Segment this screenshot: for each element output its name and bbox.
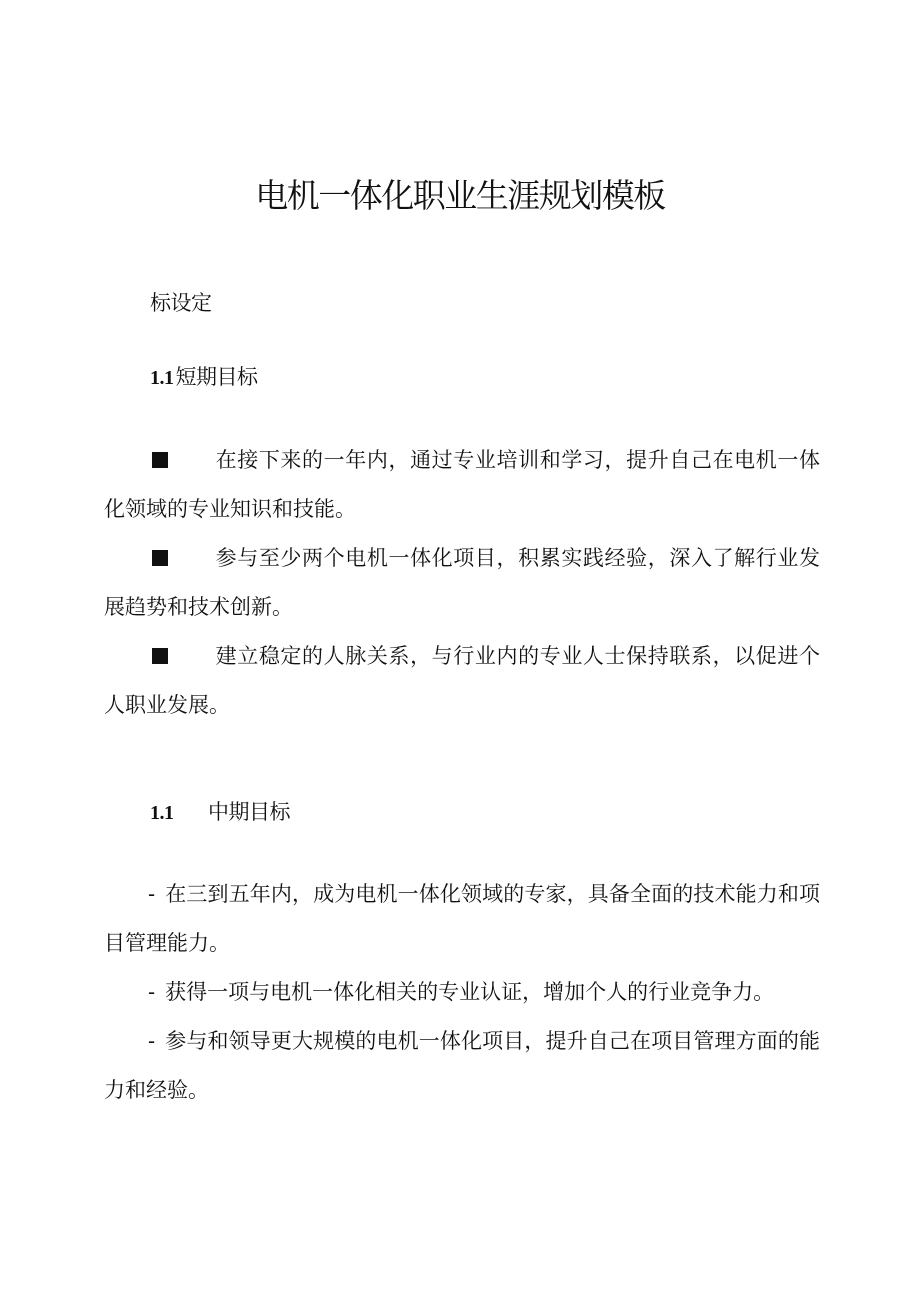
short-term-item (104, 436, 820, 534)
dash-bullet: - (148, 1029, 156, 1053)
mid-term-item-text: 在三到五年内，成为电机一体化领域的专家，具备全面的技术能力和项目管理能力。 (104, 882, 820, 955)
mid-term-item (104, 968, 820, 1017)
mid-term-item-text: 获得一项与电机一体化相关的专业认证，增加个人的行业竞争力。 (165, 980, 775, 1004)
mid-term-heading (150, 797, 290, 828)
dash-bullet: - (148, 882, 156, 906)
short-term-item (104, 632, 820, 730)
mid-term-title: 中期目标 (208, 800, 290, 824)
document-title: 电机一体化职业生涯规划模板 (255, 176, 665, 215)
short-term-item-text: 建立稳定的人脉关系，与行业内的专业人士保持联系，以促进个人职业发展。 (104, 644, 820, 717)
mid-term-item-text: 参与和领导更大规模的电机一体化项目，提升自己在项目管理方面的能力和经验。 (104, 1029, 820, 1102)
dash-bullet: - (148, 980, 156, 1004)
short-term-number: 1.1 (150, 367, 174, 389)
short-term-title: 短期目标 (175, 365, 258, 389)
mid-term-item (104, 870, 820, 968)
short-term-item (104, 534, 820, 632)
section-heading-goal-setting: 标设定 (150, 291, 212, 315)
square-bullet-icon (152, 648, 168, 664)
mid-term-number: 1.1 (150, 802, 174, 824)
square-bullet-icon (152, 550, 168, 566)
short-term-item-text: 在接下来的一年内，通过专业培训和学习，提升自己在电机一体化领域的专业知识和技能。 (104, 448, 820, 521)
short-term-heading (150, 362, 258, 393)
square-bullet-icon (152, 452, 168, 468)
short-term-item-text: 参与至少两个电机一体化项目，积累实践经验，深入了解行业发展趋势和技术创新。 (104, 546, 820, 619)
mid-term-item (104, 1017, 820, 1115)
